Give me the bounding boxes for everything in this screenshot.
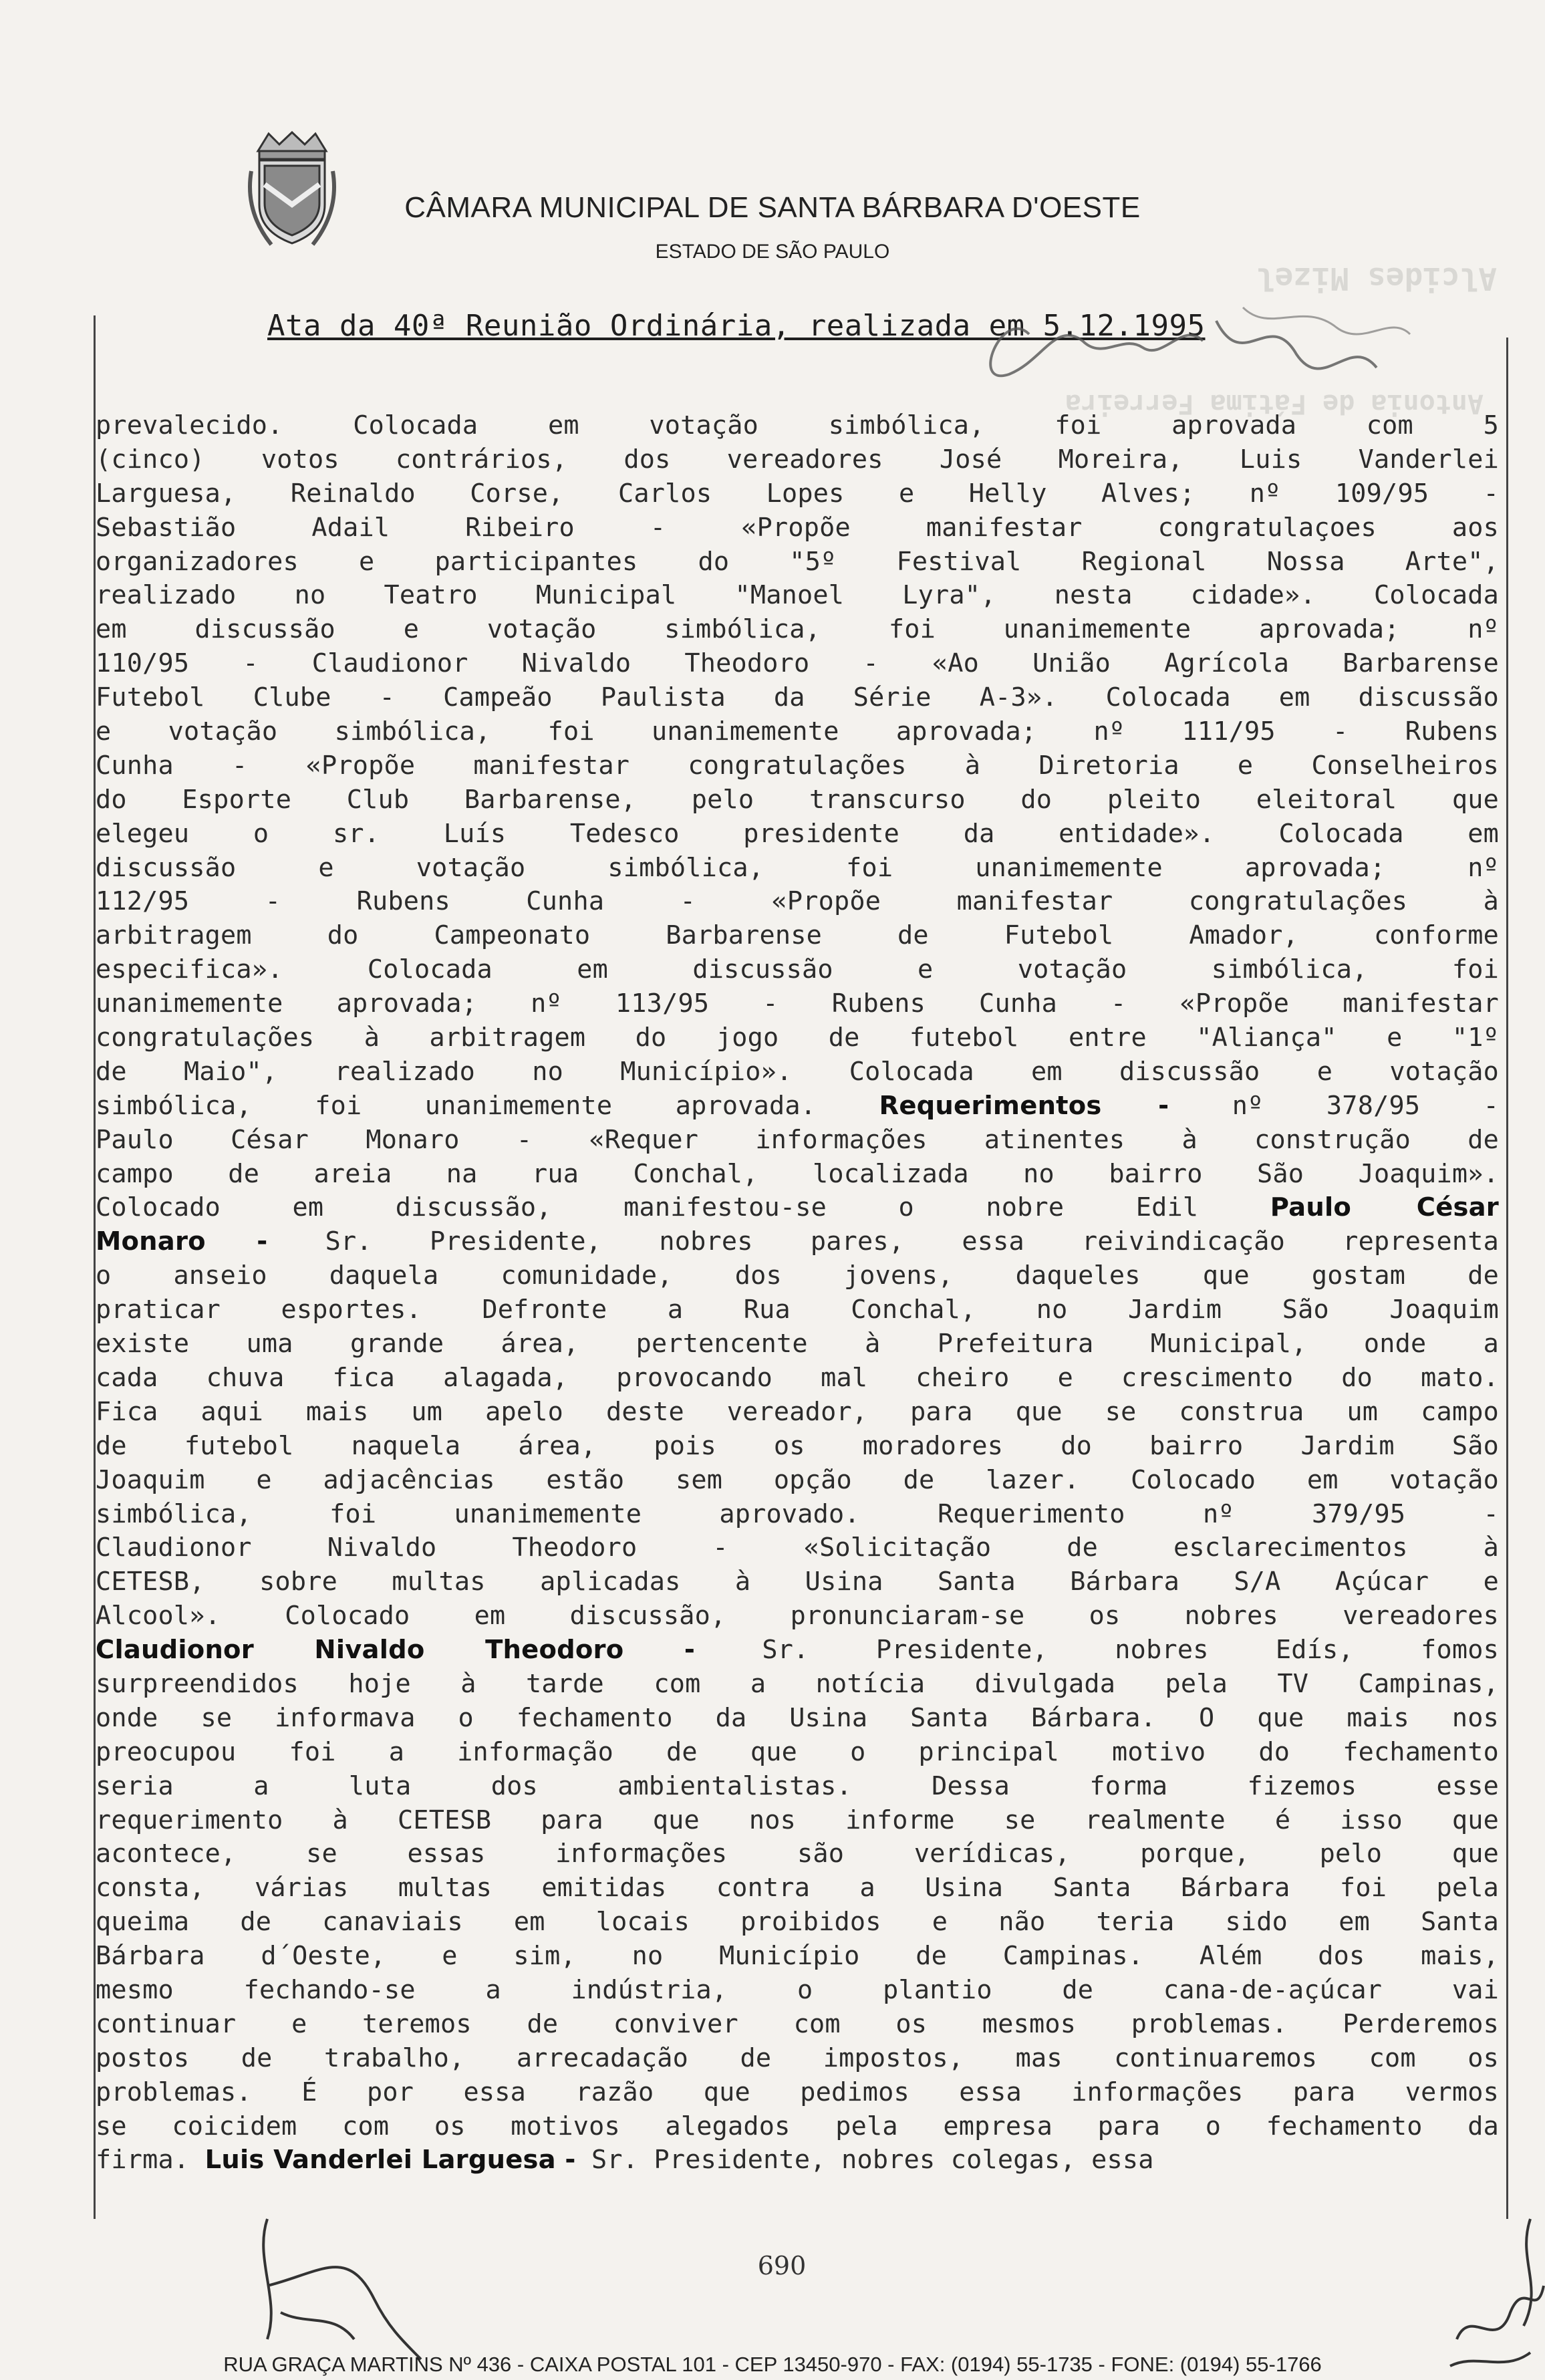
speaker-name: Luis Vanderlei Larguesa -	[204, 2145, 576, 2175]
text-run: Sebastião Adail Ribeiro - «Propõe manifestar congratulaçoes aos	[96, 512, 1499, 543]
text-run: Colocado em discussão, manifestou-se o nobre Edil	[96, 1192, 1270, 1223]
text-line	[96, 1531, 1499, 1565]
text-line	[96, 545, 1499, 579]
text-run: Sr. Presidente, nobres pares, essa reivindicação representa	[267, 1226, 1499, 1257]
state-name: ESTADO DE SÃO PAULO	[655, 241, 890, 263]
text-run: consta, várias multas emitidas contra a Usina Santa Bárbara foi pela	[96, 1873, 1499, 1903]
text-line	[96, 851, 1499, 886]
signature-bottom-left	[241, 2206, 428, 2366]
text-line	[96, 1633, 1499, 1668]
text-line	[96, 783, 1499, 817]
text-run: Futebol Clube - Campeão Paulista da Série A-3». Colocada em discussão	[96, 682, 1499, 713]
text-run: praticar esportes. Defronte a Rua Conchal, no Jardim São Joaquim	[96, 1295, 1499, 1325]
text-run: seria a luta dos ambientalistas. Dessa forma fizemos esse	[96, 1770, 1499, 1801]
right-margin-line	[1506, 338, 1508, 2219]
speaker-name: Requerimentos -	[879, 1090, 1169, 1121]
text-line	[96, 443, 1499, 477]
text-run: de Maio", realizado no Município». Colocada em discussão e votação	[96, 1056, 1499, 1087]
text-line	[96, 1804, 1499, 1838]
text-line	[96, 579, 1499, 613]
text-run: arbitragem do Campeonato Barbarense de Futebol Amador, conforme	[96, 920, 1499, 951]
minutes-title: Ata da 40ª Reunião Ordinária, realizada em 5.12.1995	[267, 309, 1206, 343]
text-run: o anseio daquela comunidade, dos jovens, daqueles que gostam de	[96, 1261, 1499, 1291]
svg-text:Antonia de Fátima Ferreira: Antonia de Fátima Ferreira	[1065, 388, 1484, 419]
minutes-body	[96, 409, 1499, 2177]
text-line	[96, 749, 1499, 783]
text-run: Claudionor Nivaldo Theodoro - «Solicitação de esclarecimentos à	[96, 1533, 1499, 1563]
text-line	[96, 953, 1499, 987]
text-line	[96, 409, 1499, 443]
text-line	[96, 1055, 1499, 1089]
text-line	[96, 1905, 1499, 1940]
text-run: de futebol naquela área, pois os moradores do bairro Jardim São	[96, 1430, 1499, 1461]
speaker-name: Claudionor Nivaldo Theodoro -	[96, 1635, 696, 1666]
text-line	[96, 1837, 1499, 1871]
speaker-name: Paulo César	[1270, 1192, 1499, 1223]
text-run: onde se informava o fechamento da Usina Santa Bárbara. O que mais nos	[96, 1702, 1499, 1733]
text-run: CETESB, sobre multas aplicadas à Usina Santa Bárbara S/A Açúcar e	[96, 1567, 1499, 1597]
text-run: Alcool». Colocado em discussão, pronunciaram-se os nobres vereadores	[96, 1601, 1499, 1631]
text-line	[96, 477, 1499, 511]
text-run: queima de canaviais em locais proibidos e não teria sido em Santa	[96, 1907, 1499, 1938]
svg-text:Alcides Mizel: Alcides Mizel	[1256, 261, 1497, 297]
text-run: organizadores e participantes do "5º Festival Regional Nossa Arte",	[96, 546, 1499, 577]
page-number: 690	[757, 2251, 807, 2280]
text-line	[96, 2042, 1499, 2076]
text-run: Cunha - «Propõe manifestar congratulações à Diretoria e Conselheiros	[96, 750, 1499, 781]
text-run: Sr. Presidente, nobres Edís, fomos	[695, 1635, 1499, 1666]
text-line	[96, 1871, 1499, 1905]
text-line	[96, 1158, 1499, 1192]
text-run: prevalecido. Colocada em votação simbólica, foi aprovada com 5	[96, 410, 1499, 440]
text-run: Larguesa, Reinaldo Corse, Carlos Lopes e Helly Alves; nº 109/95 -	[96, 478, 1499, 509]
text-line	[96, 1770, 1499, 1804]
text-run: 110/95 - Claudionor Nivaldo Theodoro - «Ao União Agrícola Barbarense	[96, 648, 1499, 679]
text-line	[96, 885, 1499, 919]
text-line	[96, 1021, 1499, 1055]
text-run: nº 378/95 -	[1169, 1090, 1499, 1121]
text-line	[96, 715, 1499, 749]
text-run: requerimento à CETESB para que nos informe se realmente é isso que	[96, 1805, 1499, 1835]
text-run: problemas. É por essa razão que pedimos essa informações para vermos	[96, 2077, 1499, 2107]
text-run: postos de trabalho, arrecadação de impostos, mas continuaremos com os	[96, 2042, 1499, 2073]
text-run: Sr. Presidente, nobres colegas, essa	[575, 2145, 1154, 2175]
text-line	[96, 1089, 1499, 1123]
text-run: congratulações à arbitragem do jogo de futebol entre "Aliança" e "1º	[96, 1023, 1499, 1053]
text-line	[96, 511, 1499, 545]
text-run: surpreendidos hoje à tarde com a notícia divulgada pela TV Campinas,	[96, 1668, 1499, 1699]
text-line	[96, 2076, 1499, 2110]
text-line	[96, 1464, 1499, 1498]
text-line	[96, 1327, 1499, 1361]
text-line	[96, 1974, 1499, 2008]
text-run: se coicidem com os motivos alegados pela empresa para o fechamento da	[96, 2111, 1499, 2141]
text-run: realizado no Teatro Municipal "Manoel Lyra", nesta cidade». Colocada	[96, 580, 1499, 611]
text-run: especifica». Colocada em discussão e votação simbólica, foi	[96, 954, 1499, 985]
text-run: continuar e teremos de conviver com os mesmos problemas. Perderemos	[96, 2008, 1499, 2039]
text-run: Paulo César Monaro - «Requer informações atinentes à construção de	[96, 1124, 1499, 1155]
text-run: existe uma grande área, pertencente à Prefeitura Municipal, onde a	[96, 1329, 1499, 1359]
text-line	[96, 1940, 1499, 1974]
text-run: em discussão e votação simbólica, foi unanimemente aprovada; nº	[96, 614, 1499, 645]
text-run: e votação simbólica, foi unanimemente aprovada; nº 111/95 - Rubens	[96, 716, 1499, 747]
text-run: simbólica, foi unanimemente aprovada.	[96, 1090, 879, 1121]
text-run: elegeu o sr. Luís Tedesco presidente da entidade». Colocada em	[96, 818, 1499, 849]
text-line	[96, 1736, 1499, 1770]
text-run: preocupou foi a informação de que o principal motivo do fechamento	[96, 1736, 1499, 1767]
text-run: unanimemente aprovada; nº 113/95 - Rubens Cunha - «Propõe manifestar	[96, 988, 1499, 1019]
text-run: cada chuva fica alagada, provocando mal cheiro e crescimento do mato.	[96, 1362, 1499, 1393]
text-line	[96, 647, 1499, 681]
text-run: discussão e votação simbólica, foi unanimemente aprovada; nº	[96, 852, 1499, 883]
text-run: 112/95 - Rubens Cunha - «Propõe manifestar congratulações à	[96, 886, 1499, 917]
text-line	[96, 2008, 1499, 2042]
text-line	[96, 1293, 1499, 1327]
text-line	[96, 1259, 1499, 1293]
text-run: mesmo fechando-se a indústria, o plantio de cana-de-açúcar vai	[96, 1974, 1499, 2005]
text-line	[96, 1361, 1499, 1396]
municipal-coat-of-arms	[245, 131, 339, 250]
text-run: do Esporte Club Barbarense, pelo transcurso do pleito eleitoral que	[96, 784, 1499, 815]
text-run: Joaquim e adjacências estão sem opção de lazer. Colocado em votação	[96, 1464, 1499, 1495]
text-line	[96, 613, 1499, 647]
speaker-name: Monaro -	[96, 1226, 268, 1257]
text-line	[96, 2110, 1499, 2144]
text-line	[96, 2143, 1499, 2177]
text-line	[96, 1702, 1499, 1736]
text-run: Bárbara d´Oeste, e sim, no Município de Campinas. Além dos mais,	[96, 1941, 1499, 1972]
text-line	[96, 1599, 1499, 1633]
text-line	[96, 1668, 1499, 1702]
signature-top	[869, 294, 1417, 414]
text-line	[96, 1225, 1499, 1259]
text-run: acontece, se essas informações são verídicas, porque, pelo que	[96, 1839, 1499, 1869]
text-run: Fica aqui mais um apelo deste vereador, para que se construa um campo	[96, 1396, 1499, 1427]
text-line	[96, 1396, 1499, 1430]
council-name: CÂMARA MUNICIPAL DE SANTA BÁRBARA D'OESTE	[404, 191, 1141, 224]
text-line	[96, 1123, 1499, 1158]
text-line	[96, 919, 1499, 953]
text-line	[96, 1565, 1499, 1599]
text-line	[96, 1498, 1499, 1532]
text-run: (cinco) votos contrários, dos vereadores José Moreira, Luis Vanderlei	[96, 444, 1499, 475]
text-line	[96, 987, 1499, 1021]
text-line	[96, 681, 1499, 715]
text-run: simbólica, foi unanimemente aprovado. Requerimento nº 379/95 -	[96, 1498, 1499, 1529]
text-run: campo de areia na rua Conchal, localizada no bairro São Joaquim».	[96, 1158, 1499, 1189]
text-line	[96, 1430, 1499, 1464]
text-run: firma.	[96, 2145, 205, 2175]
text-line	[96, 1191, 1499, 1225]
address-footer: RUA GRAÇA MARTINS Nº 436 - CAIXA POSTAL 101 - CEP 13450-970 - FAX: (0194) 55-1735 - FONE: (0194) 55-1766	[223, 2353, 1322, 2376]
text-line	[96, 817, 1499, 851]
